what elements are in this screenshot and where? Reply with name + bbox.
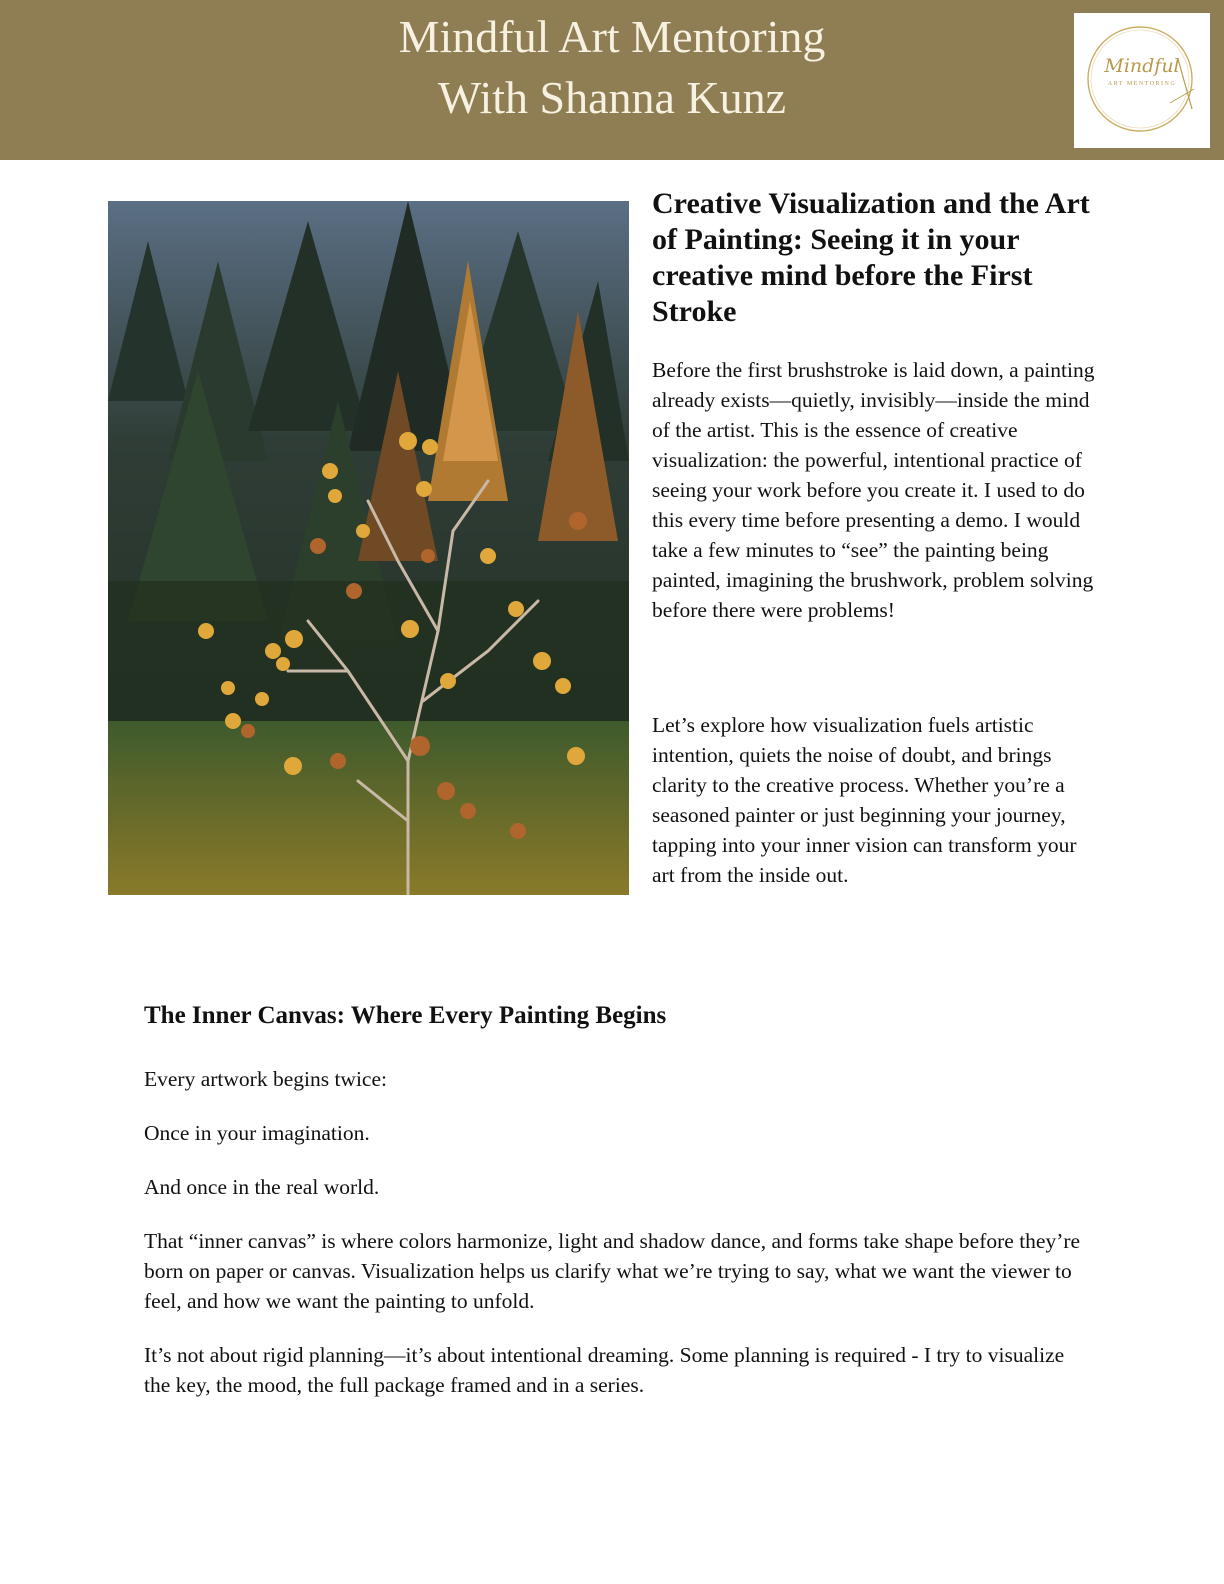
brand-logo (1074, 13, 1210, 148)
section-heading: The Inner Canvas: Where Every Painting Begins (144, 1002, 667, 1029)
intro-paragraph-1: Before the first brushstroke is laid down, a painting already exists—quietly, invisibly—inside the mind of the artist. This is the essence of creative visualization: the powerful, intentional practice of seeing your work before you create it. I used to do this every time before presenting a demo. I would take a few minutes to “see” the painting being painted, imagining the brushwork, problem solving before there were problems! (652, 358, 1095, 622)
autumn-forest-painting (108, 201, 629, 895)
body-paragraph-2: Once in your imagination. (144, 1121, 370, 1145)
intro-paragraph-2: Let’s explore how visualization fuels artistic intention, quiets the noise of doubt, and brings clarity to the creative process. Whether you’re a seasoned painter or just beginning your journey, tapping into your inner vision can transform your art from the inside out. (652, 713, 1077, 887)
site-title-line-1: Mindful Art Mentoring (398, 11, 826, 62)
body-paragraph-5: It’s not about rigid planning—it’s about intentional dreaming. Some planning is required - I try to visualize the key, the mood, the full package framed and in a series. (144, 1343, 1065, 1397)
logo-script-text: Mindful (1104, 55, 1180, 77)
site-title (300, 6, 924, 128)
article-headline: Creative Visualization and the Art of Painting: Seeing it in your creative mind before the First Stroke (652, 187, 1090, 328)
header-banner (0, 0, 1224, 160)
site-title-line-2: With Shanna Kunz (437, 72, 787, 123)
painting-image (108, 201, 629, 895)
body-paragraph-4: That “inner canvas” is where colors harmonize, light and shadow dance, and forms take shape before they’re born on paper or canvas. Visualization helps us clarify what we’re trying to say, what we want the viewer to feel, and how we want the painting to unfold. (144, 1229, 1081, 1313)
logo-small-text: ART MENTORING (1107, 81, 1177, 87)
body-paragraph-1: Every artwork begins twice: (144, 1067, 387, 1091)
body-paragraph-3: And once in the real world. (144, 1175, 380, 1199)
